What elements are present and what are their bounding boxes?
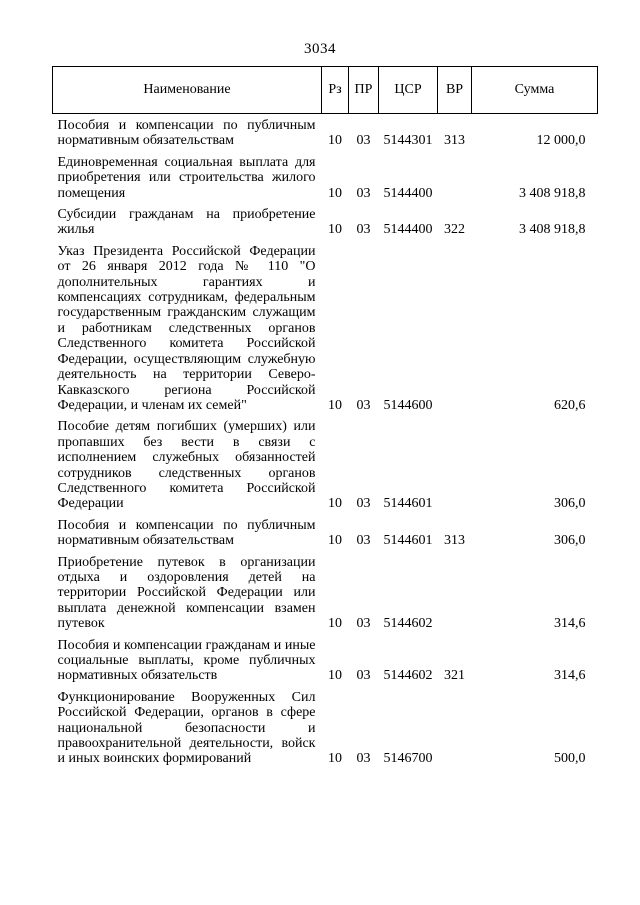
header-name: Наименование xyxy=(53,67,322,114)
row-rz: 10 xyxy=(328,222,342,238)
row-sum: 620,6 xyxy=(554,397,586,413)
table-row xyxy=(53,114,598,151)
table-row xyxy=(53,634,598,686)
row-name: Функционирование Вооруженных Сил Российской Федерации, органов в сфере национальной безопасности и правоохранительной деятельности, войск и иных воинских формирований xyxy=(57,689,316,767)
row-pr: 03 xyxy=(356,222,371,238)
row-csr: 5144601 xyxy=(383,533,433,549)
row-vr xyxy=(438,551,472,634)
row-name: Единовременная социальная выплата для приобретения или строительства жилого помещения xyxy=(57,154,316,201)
row-name: Пособия и компенсации по публичным нормативным обязательствам xyxy=(57,517,316,549)
row-pr: 03 xyxy=(356,185,371,201)
row-csr: 5144602 xyxy=(383,616,433,632)
row-vr xyxy=(438,686,472,769)
row-name: Пособия и компенсации по публичным нормативным обязательствам xyxy=(57,118,316,149)
row-pr: 03 xyxy=(356,397,371,413)
row-pr: 03 xyxy=(356,751,371,767)
page-number: 3034 xyxy=(304,41,336,57)
table-row xyxy=(53,415,598,513)
table-row xyxy=(53,151,598,203)
table-row xyxy=(53,203,598,240)
row-name: Субсидии гражданам на приобретение жилья xyxy=(57,207,316,238)
header-sum: Сумма xyxy=(472,67,598,114)
row-csr: 5144301 xyxy=(383,133,433,149)
row-sum: 3 408 918,8 xyxy=(519,185,586,201)
row-name: Указ Президента Российской Федерации от 26 января 2012 года № 110 "О дополнительных гарантиях и компенсациях сотрудникам, федеральным государственным гражданским служащим и работникам следственных органов Следственного комитета Российской Федерации, осуществляющим служебную деятельность на территории Северо-Кавказского региона Российской Федерации, и членам их семей" xyxy=(57,243,316,413)
header-rz: Рз xyxy=(322,67,349,114)
row-rz: 10 xyxy=(328,133,342,149)
header-csr: ЦСР xyxy=(379,67,438,114)
row-vr: 322 xyxy=(444,222,465,238)
row-csr: 5144602 xyxy=(383,668,433,684)
table-row xyxy=(53,551,598,634)
row-rz: 10 xyxy=(328,533,342,549)
row-vr xyxy=(438,415,472,513)
table-row xyxy=(53,686,598,769)
row-csr: 5146700 xyxy=(383,751,433,767)
row-sum: 306,0 xyxy=(554,533,586,549)
row-pr: 03 xyxy=(356,668,371,684)
row-rz: 10 xyxy=(328,185,342,201)
row-vr: 313 xyxy=(444,133,465,149)
header-pr: ПР xyxy=(349,67,379,114)
row-vr xyxy=(438,151,472,203)
row-name: Пособие детям погибших (умерших) или пропавших без вести в связи с исполнением служебных обязанностей сотрудников следственных органов Следственного комитета Российской Федерации xyxy=(57,419,316,512)
row-name: Приобретение путевок в организации отдыха и оздоровления детей на территории Российской Федерации или выплата денежной компенсации взамен путевок xyxy=(57,554,316,632)
row-csr: 5144601 xyxy=(383,496,433,512)
row-sum: 3 408 918,8 xyxy=(519,222,586,238)
row-sum: 314,6 xyxy=(554,616,586,632)
row-sum: 306,0 xyxy=(554,496,586,512)
header-vr: ВР xyxy=(438,67,472,114)
row-rz: 10 xyxy=(328,616,342,632)
row-rz: 10 xyxy=(328,397,342,413)
row-vr xyxy=(438,240,472,415)
row-rz: 10 xyxy=(328,496,342,512)
table-row xyxy=(53,514,598,551)
row-csr: 5144600 xyxy=(383,397,433,413)
row-pr: 03 xyxy=(356,616,371,632)
row-csr: 5144400 xyxy=(383,222,433,238)
row-rz: 10 xyxy=(328,668,342,684)
row-name: Пособия и компенсации гражданам и иные социальные выплаты, кроме публичных нормативных обязательств xyxy=(57,637,316,684)
row-sum: 314,6 xyxy=(554,668,586,684)
row-rz: 10 xyxy=(328,751,342,767)
row-sum: 12 000,0 xyxy=(536,133,586,149)
row-csr: 5144400 xyxy=(383,185,433,201)
row-vr: 321 xyxy=(444,668,465,684)
table-row xyxy=(53,240,598,415)
row-pr: 03 xyxy=(356,496,371,512)
row-sum: 500,0 xyxy=(554,751,586,767)
budget-table xyxy=(52,66,597,769)
row-vr: 313 xyxy=(444,533,465,549)
row-pr: 03 xyxy=(356,533,371,549)
table-header-row xyxy=(53,67,598,114)
row-pr: 03 xyxy=(356,133,371,149)
